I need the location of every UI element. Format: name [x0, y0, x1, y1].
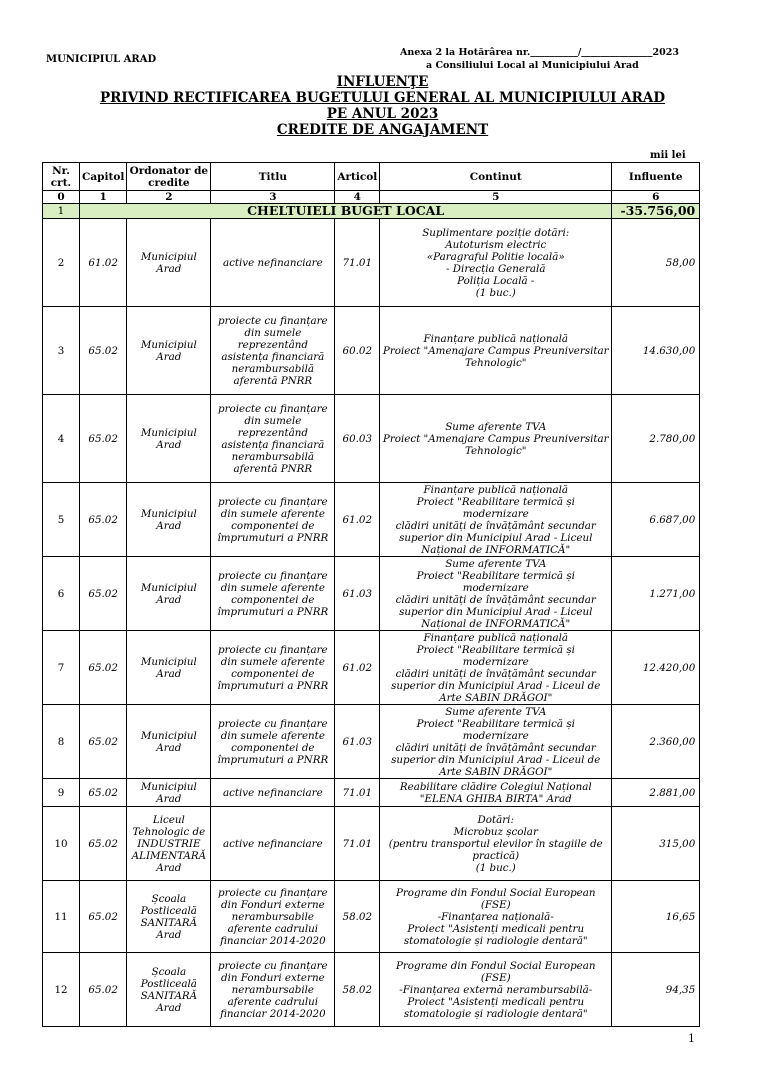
cell-articol: 58.02 — [335, 881, 380, 953]
table-row — [43, 557, 700, 631]
title-line-2: PRIVIND RECTIFICAREA BUGETULUI GENERAL AL MUNICIPIULUI ARAD — [99, 90, 666, 106]
cell-influente: 14.630,00 — [612, 307, 700, 395]
cell-ordonator: Municipiul Arad — [127, 483, 211, 557]
cell-articol: 60.02 — [335, 307, 380, 395]
col-header-ordonator: Ordonator de credite — [127, 163, 211, 191]
page-number: 1 — [688, 1032, 695, 1045]
cell-nr: 7 — [43, 631, 80, 705]
cell-ordonator: Școala Postliceală SANITARĂ Arad — [127, 881, 211, 953]
cell-articol: 71.01 — [335, 219, 380, 307]
document-title — [0, 74, 765, 138]
col-number: 1 — [80, 191, 127, 204]
cell-capitol: 65.02 — [80, 557, 127, 631]
cell-ordonator: Municipiul Arad — [127, 779, 211, 807]
budget-table — [42, 162, 700, 1027]
cell-ordonator: Municipiul Arad — [127, 557, 211, 631]
cell-titlu: active nefinanciare — [211, 807, 335, 881]
cell-titlu: proiecte cu finanțare din Fonduri externe nerambursabile aferente cadrului financiar 2014-2020 — [211, 881, 335, 953]
col-number: 6 — [612, 191, 700, 204]
table-row — [43, 705, 700, 779]
cell-ordonator: Municipiul Arad — [127, 219, 211, 307]
col-number: 4 — [335, 191, 380, 204]
cell-continut: Sume aferente TVA Proiect "Amenajare Campus Preuniversitar Tehnologic" — [380, 395, 612, 483]
annex-reference — [400, 46, 679, 72]
cell-capitol: 65.02 — [80, 307, 127, 395]
cell-influente: 1.271,00 — [612, 557, 700, 631]
cell-nr: 3 — [43, 307, 80, 395]
cell-titlu: proiecte cu finanțare din sumele aferente componentei de împrumuturi a PNRR — [211, 631, 335, 705]
cell-nr: 2 — [43, 219, 80, 307]
cell-continut: Finanțare publică națională Proiect "Reabilitare termică și modernizare clădiri unități de învățământ secundar superior din Municipiul Arad - Liceul Național de INFORMATICĂ" — [380, 483, 612, 557]
cell-capitol: 65.02 — [80, 483, 127, 557]
section-row — [43, 204, 700, 219]
cell-nr: 4 — [43, 395, 80, 483]
cell-ordonator: Municipiul Arad — [127, 705, 211, 779]
title-line-1: INFLUENŢE — [336, 74, 429, 90]
cell-capitol: 65.02 — [80, 953, 127, 1027]
cell-articol: 61.02 — [335, 631, 380, 705]
cell-nr: 12 — [43, 953, 80, 1027]
col-header-titlu: Titlu — [211, 163, 335, 191]
cell-influente: 12.420,00 — [612, 631, 700, 705]
col-header-influente: Influente — [612, 163, 700, 191]
cell-capitol: 65.02 — [80, 395, 127, 483]
cell-continut: Sume aferente TVA Proiect "Reabilitare termică și modernizare clădiri unități de învățământ secundar superior din Municipiul Arad - Liceul Național de INFORMATICĂ" — [380, 557, 612, 631]
cell-influente: 16,65 — [612, 881, 700, 953]
cell-influente: 6.687,00 — [612, 483, 700, 557]
cell-capitol: 65.02 — [80, 807, 127, 881]
col-header-nr: Nr. crt. — [43, 163, 80, 191]
title-line-4: CREDITE DE ANGAJAMENT — [276, 122, 489, 138]
col-number: 2 — [127, 191, 211, 204]
cell-articol: 60.03 — [335, 395, 380, 483]
cell-continut: Finanțare publică națională Proiect "Reabilitare termică și modernizare clădiri unități de învățământ secundar superior din Municipiul Arad - Liceul de Arte SABIN DRĂGOI" — [380, 631, 612, 705]
section-label: CHELTUIELI BUGET LOCAL — [80, 204, 612, 219]
cell-influente: 2.360,00 — [612, 705, 700, 779]
unit-label: mii lei — [650, 150, 686, 161]
col-number: 0 — [43, 191, 80, 204]
cell-continut: Dotări: Microbuz școlar (pentru transportul elevilor în stagiile de practică) (1 buc.) — [380, 807, 612, 881]
cell-titlu: active nefinanciare — [211, 219, 335, 307]
table-row — [43, 881, 700, 953]
cell-ordonator: Liceul Tehnologic de INDUSTRIE ALIMENTARĂ Arad — [127, 807, 211, 881]
cell-titlu: proiecte cu finanțare din sumele reprezentând asistența financiară nerambursabilă aferentă PNRR — [211, 395, 335, 483]
cell-ordonator: Școala Postliceală SANITARĂ Arad — [127, 953, 211, 1027]
cell-titlu: proiecte cu finanțare din sumele aferente componentei de împrumuturi a PNRR — [211, 557, 335, 631]
cell-nr: 9 — [43, 779, 80, 807]
section-amount: -35.756,00 — [612, 204, 700, 219]
institution-name: MUNICIPIUL ARAD — [46, 54, 157, 65]
col-number: 5 — [380, 191, 612, 204]
table-row — [43, 395, 700, 483]
cell-continut: Finanțare publică națională Proiect "Amenajare Campus Preuniversitar Tehnologic" — [380, 307, 612, 395]
cell-articol: 71.01 — [335, 779, 380, 807]
cell-ordonator: Municipiul Arad — [127, 307, 211, 395]
cell-influente: 94,35 — [612, 953, 700, 1027]
cell-continut: Programe din Fondul Social European (FSE) -Finanțarea națională- Proiect "Asistenți medicali pentru stomatologie și radiologie dentară" — [380, 881, 612, 953]
cell-titlu: proiecte cu finanțare din sumele aferente componentei de împrumuturi a PNRR — [211, 483, 335, 557]
title-line-3: PE ANUL 2023 — [326, 106, 439, 122]
table-row — [43, 807, 700, 881]
header-row — [43, 163, 700, 191]
section-nr: 1 — [43, 204, 80, 219]
cell-articol: 58.02 — [335, 953, 380, 1027]
cell-continut: Reabilitare clădire Colegiul Național "ELENA GHIBA BIRTA" Arad — [380, 779, 612, 807]
table-row — [43, 219, 700, 307]
column-number-row — [43, 191, 700, 204]
cell-influente: 2.780,00 — [612, 395, 700, 483]
cell-articol: 61.03 — [335, 705, 380, 779]
cell-nr: 6 — [43, 557, 80, 631]
col-header-continut: Continut — [380, 163, 612, 191]
cell-nr: 8 — [43, 705, 80, 779]
cell-articol: 61.03 — [335, 557, 380, 631]
annex-line-2: a Consiliului Local al Municipiului Arad — [426, 60, 639, 71]
col-header-articol: Articol — [335, 163, 380, 191]
cell-articol: 61.02 — [335, 483, 380, 557]
cell-continut: Sume aferente TVA Proiect "Reabilitare termică și modernizare clădiri unități de învățământ secundar superior din Municipiul Arad - Liceul de Arte SABIN DRĂGOI" — [380, 705, 612, 779]
cell-capitol: 65.02 — [80, 705, 127, 779]
cell-capitol: 65.02 — [80, 631, 127, 705]
cell-titlu: active nefinanciare — [211, 779, 335, 807]
cell-nr: 11 — [43, 881, 80, 953]
cell-capitol: 65.02 — [80, 779, 127, 807]
cell-titlu: proiecte cu finanțare din sumele reprezentând asistența financiară nerambursabilă aferentă PNRR — [211, 307, 335, 395]
cell-ordonator: Municipiul Arad — [127, 395, 211, 483]
col-header-capitol: Capitol — [80, 163, 127, 191]
cell-capitol: 61.02 — [80, 219, 127, 307]
cell-influente: 58,00 — [612, 219, 700, 307]
cell-articol: 71.01 — [335, 807, 380, 881]
cell-continut: Suplimentare poziție dotări: Autoturism electric «Paragraful Politie locală» - Direcția Generală Poliția Locală - (1 buc.) — [380, 219, 612, 307]
table-row — [43, 307, 700, 395]
cell-influente: 315,00 — [612, 807, 700, 881]
cell-titlu: proiecte cu finanțare din Fonduri externe nerambursabile aferente cadrului financiar 2014-2020 — [211, 953, 335, 1027]
cell-nr: 10 — [43, 807, 80, 881]
cell-titlu: proiecte cu finanțare din sumele aferente componentei de împrumuturi a PNRR — [211, 705, 335, 779]
annex-line-1: Anexa 2 la Hotărârea nr.__________/_______________2023 — [400, 47, 679, 58]
table-row — [43, 779, 700, 807]
cell-capitol: 65.02 — [80, 881, 127, 953]
table-row — [43, 953, 700, 1027]
table-row — [43, 631, 700, 705]
cell-influente: 2.881,00 — [612, 779, 700, 807]
cell-ordonator: Municipiul Arad — [127, 631, 211, 705]
cell-continut: Programe din Fondul Social European (FSE) -Finanțarea externă nerambursabilă- Proiect "Asistenți medicali pentru stomatologie și radiologie dentară" — [380, 953, 612, 1027]
cell-nr: 5 — [43, 483, 80, 557]
col-number: 3 — [211, 191, 335, 204]
table-row — [43, 483, 700, 557]
